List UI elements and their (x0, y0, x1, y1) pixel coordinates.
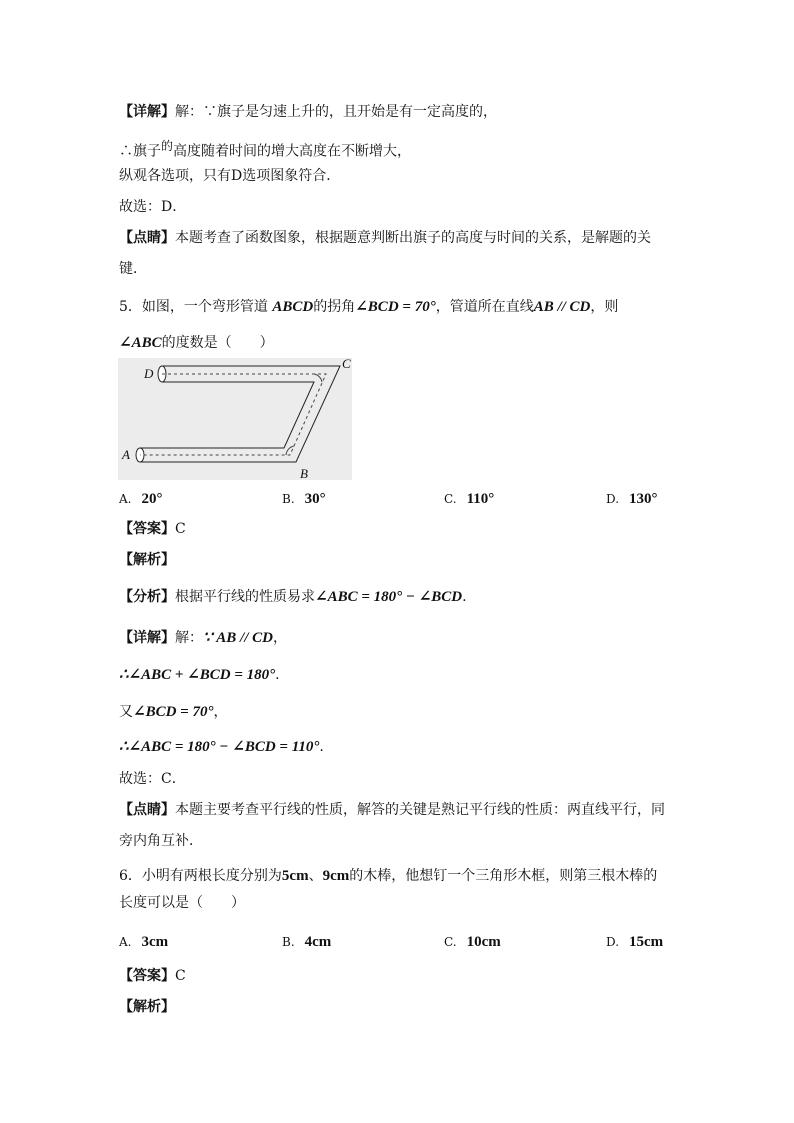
q5-fenxi: 【分析】根据平行线的性质易求∠ABC = 180° − ∠BCD. (119, 589, 467, 605)
label-c: C (342, 358, 351, 371)
q5-option-a: A. 20° (119, 491, 163, 507)
q5-choose: 故选：C． (119, 771, 186, 787)
label-a: A (122, 447, 130, 462)
prev-line-2: ∴旗子$^的$高度随着时间的增大高度在不断增大， (119, 139, 412, 160)
q6-answer: 【答案】C (119, 968, 186, 984)
angle-c-mark (314, 374, 322, 382)
q6-option-b: B. 4cm (282, 934, 332, 950)
angle-b-mark (286, 446, 294, 455)
q6-option-d: D. 15cm (606, 934, 664, 950)
q5-stem: 5．如图，一个弯形管道 ABCD的拐角∠BCD = 70°，管道所在直线AB // CD，则 (119, 299, 619, 315)
q5-comment: 【点睛】本题主要考查平行线的性质，解答的关键是熟记平行线的性质：两直线平行，同 (119, 802, 665, 818)
q5-detail: 【详解】解：∵ AB // CD， (119, 630, 287, 646)
prev-answer: 故选：D． (119, 199, 187, 215)
q5-answer: 【答案】C (119, 521, 186, 537)
label-d: D (144, 366, 154, 381)
label-b: B (300, 466, 308, 480)
prev-line-3: 纵观各选项，只有D选项图象符合． (119, 168, 341, 184)
q5-analysis-tag: 【解析】 (119, 552, 175, 568)
prev-detail-line (119, 102, 497, 122)
q5-step-3: 又∠BCD = 70°， (119, 704, 228, 720)
q6-option-a: A. 3cm (119, 934, 169, 950)
q5-option-c: C. 110° (444, 491, 495, 507)
question-number: 6． (119, 868, 142, 884)
q5-option-d: D. 130° (606, 491, 658, 507)
prev-comment: 【点睛】本题考查了函数图象，根据题意判断出旗子的高度与时间的关系，是解题的关 (119, 230, 651, 246)
q6-stem: 6．小明有两根长度分别为5cm、9cm的木棒，他想钉一个三角形木框，则第三根木棒的 (119, 868, 658, 884)
q5-step-2: ∴∠ABC + ∠BCD = 180°. (119, 667, 280, 683)
detail-text: 解：∵旗子是匀速上升的，且开始是有一定高度的， (175, 104, 497, 120)
q5-step-4: ∴∠ABC = 180° − ∠BCD = 110°. (119, 739, 324, 755)
q5-comment-cont: 旁内角互补． (119, 833, 203, 849)
question-number: 5． (119, 299, 142, 315)
q6-stem-cont: 长度可以是（ ） (119, 895, 245, 911)
q6-analysis-tag: 【解析】 (119, 999, 175, 1015)
pipe-centerline (140, 374, 326, 455)
prev-comment-cont: 键． (119, 261, 147, 277)
q6-option-c: C. 10cm (444, 934, 501, 950)
pipe-figure (118, 358, 352, 480)
q5-option-b: B. 30° (282, 491, 326, 507)
pipe-diagram (118, 358, 352, 480)
detail-tag: 【详解】 (119, 104, 175, 120)
q5-stem-cont: ∠ABC的度数是（ ） (119, 335, 274, 351)
pipe-inner-outline (140, 382, 314, 448)
